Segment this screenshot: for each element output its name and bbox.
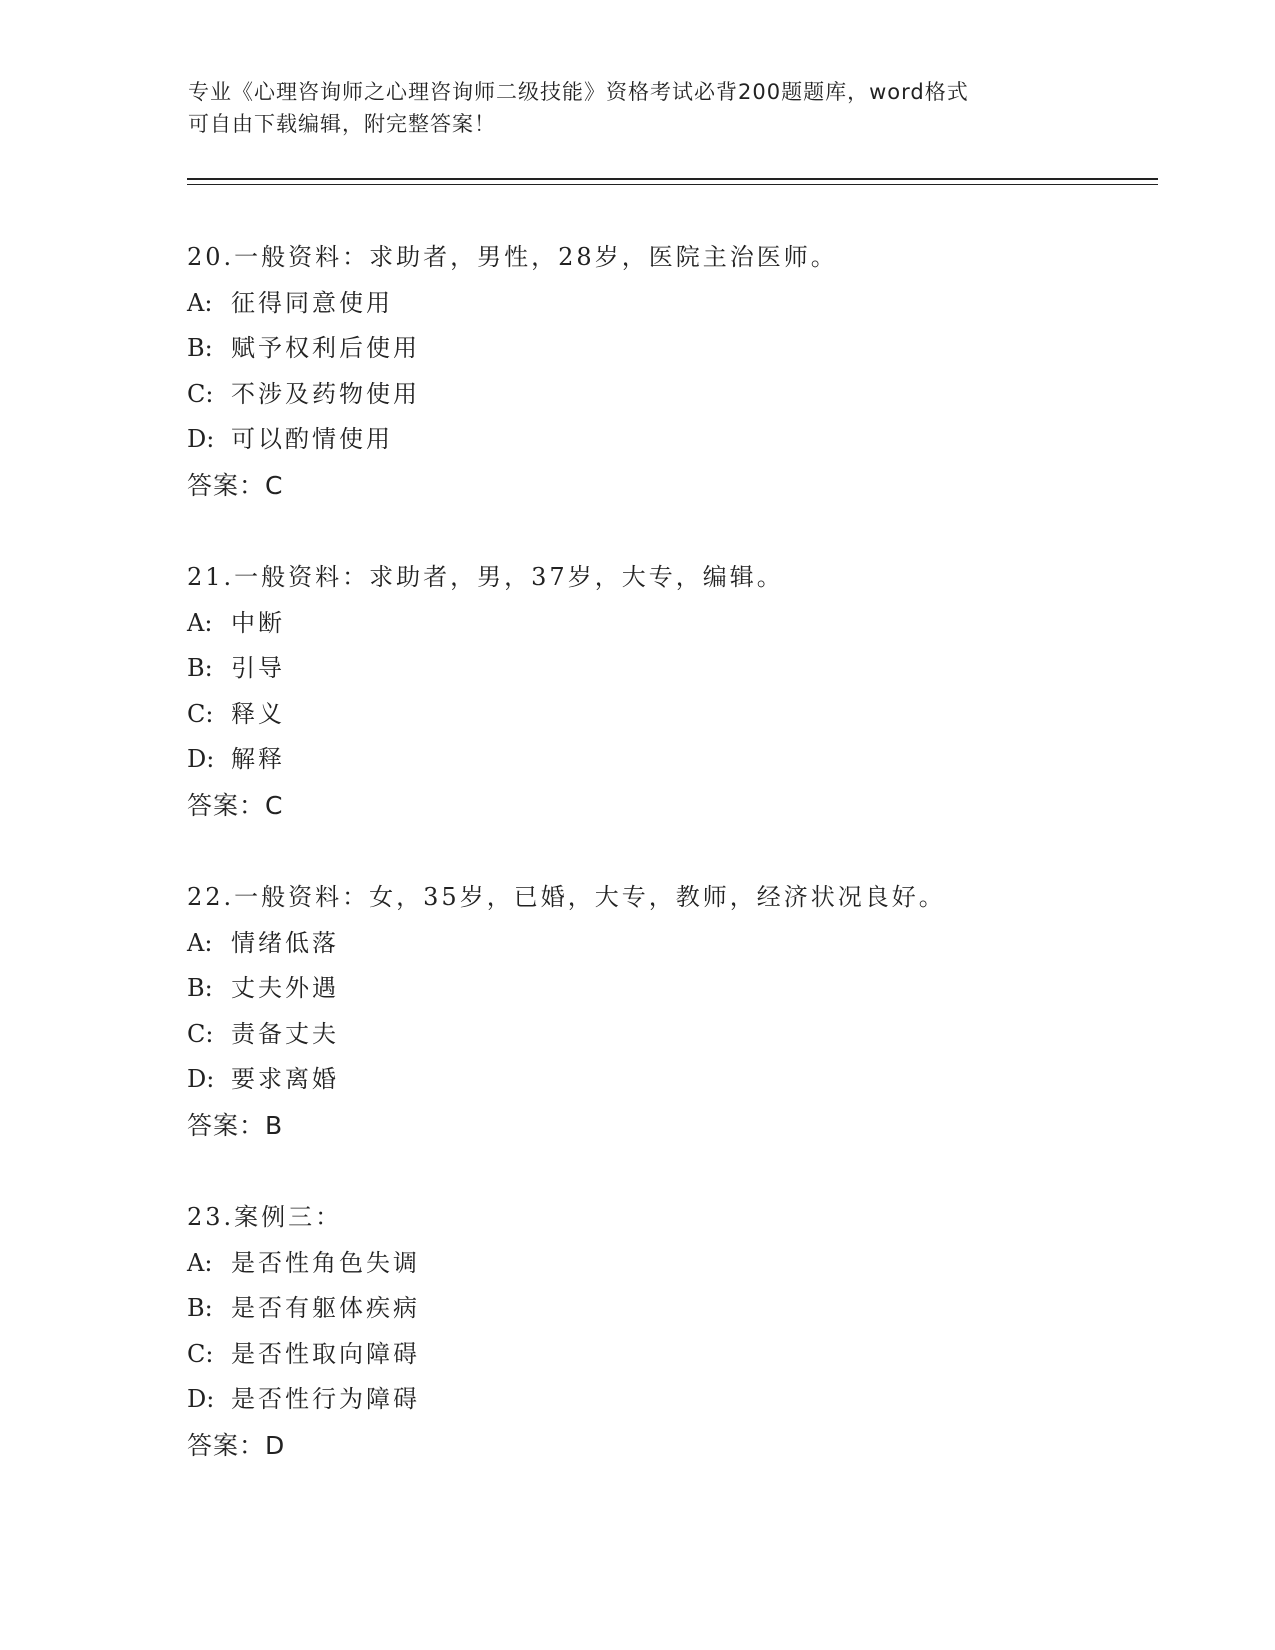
option-c xyxy=(187,372,1167,418)
question-22 xyxy=(187,875,1167,1149)
question-stem: 22.一般资料：女，35岁，已婚，大专，教师，经济状况良好。 xyxy=(187,883,946,911)
option-text: 是否性取向障碍 xyxy=(231,1339,420,1368)
option-letter: C: xyxy=(187,699,214,728)
option-text: 中断 xyxy=(231,608,285,637)
document-header xyxy=(188,76,1088,140)
option-text: 丈夫外遇 xyxy=(231,974,339,1003)
option-text: 释义 xyxy=(231,699,285,728)
question-stem: 20.一般资料：求助者，男性，28岁，医院主治医师。 xyxy=(187,243,838,271)
option-d xyxy=(187,1057,1167,1103)
option-b xyxy=(187,326,1167,372)
option-text: 引导 xyxy=(231,654,285,683)
option-text: 解释 xyxy=(231,745,285,774)
option-text: 情绪低落 xyxy=(231,928,339,957)
option-letter: D: xyxy=(187,1065,215,1094)
option-text: 要求离婚 xyxy=(231,1065,339,1094)
option-letter: B: xyxy=(187,654,213,683)
option-letter: A: xyxy=(187,928,213,957)
header-line-2: 可自由下载编辑，附完整答案！ xyxy=(188,112,496,136)
option-b xyxy=(187,646,1167,692)
option-a xyxy=(187,281,1167,327)
option-letter: A: xyxy=(187,1248,213,1277)
option-letter: A: xyxy=(187,608,213,637)
option-text: 是否有躯体疾病 xyxy=(231,1294,420,1323)
option-d xyxy=(187,1377,1167,1423)
option-letter: B: xyxy=(187,1294,213,1323)
header-line-1: 专业《心理咨询师之心理咨询师二级技能》资格考试必背200题题库，word格式 xyxy=(188,80,969,104)
option-letter: C: xyxy=(187,379,214,408)
question-23 xyxy=(187,1195,1167,1469)
option-a xyxy=(187,921,1167,967)
option-text: 是否性角色失调 xyxy=(231,1248,420,1277)
option-text: 不涉及药物使用 xyxy=(231,379,420,408)
option-text: 可以酌情使用 xyxy=(231,425,393,454)
option-text: 征得同意使用 xyxy=(231,288,393,317)
answer-line: 答案：D xyxy=(187,1430,286,1460)
answer-line: 答案：C xyxy=(187,790,284,820)
answer-line: 答案：C xyxy=(187,470,284,500)
question-stem: 23.案例三： xyxy=(187,1203,343,1231)
option-a xyxy=(187,1241,1167,1287)
option-c xyxy=(187,692,1167,738)
option-letter: D: xyxy=(187,745,215,774)
question-20 xyxy=(187,235,1167,509)
option-letter: D: xyxy=(187,1385,215,1414)
option-a xyxy=(187,601,1167,647)
option-letter: D: xyxy=(187,425,215,454)
option-b xyxy=(187,966,1167,1012)
option-d xyxy=(187,417,1167,463)
option-letter: C: xyxy=(187,1019,214,1048)
header-divider-thick xyxy=(187,178,1158,180)
answer-line: 答案：B xyxy=(187,1110,284,1140)
option-b xyxy=(187,1286,1167,1332)
question-stem: 21.一般资料：求助者，男，37岁，大专，编辑。 xyxy=(187,563,784,591)
option-text: 责备丈夫 xyxy=(231,1019,339,1048)
option-letter: A: xyxy=(187,288,213,317)
option-letter: B: xyxy=(187,974,213,1003)
option-d xyxy=(187,737,1167,783)
option-letter: B: xyxy=(187,334,213,363)
option-text: 赋予权利后使用 xyxy=(231,334,420,363)
question-21 xyxy=(187,555,1167,829)
option-text: 是否性行为障碍 xyxy=(231,1385,420,1414)
option-c xyxy=(187,1332,1167,1378)
header-divider-thin xyxy=(187,184,1158,185)
option-c xyxy=(187,1012,1167,1058)
option-letter: C: xyxy=(187,1339,214,1368)
